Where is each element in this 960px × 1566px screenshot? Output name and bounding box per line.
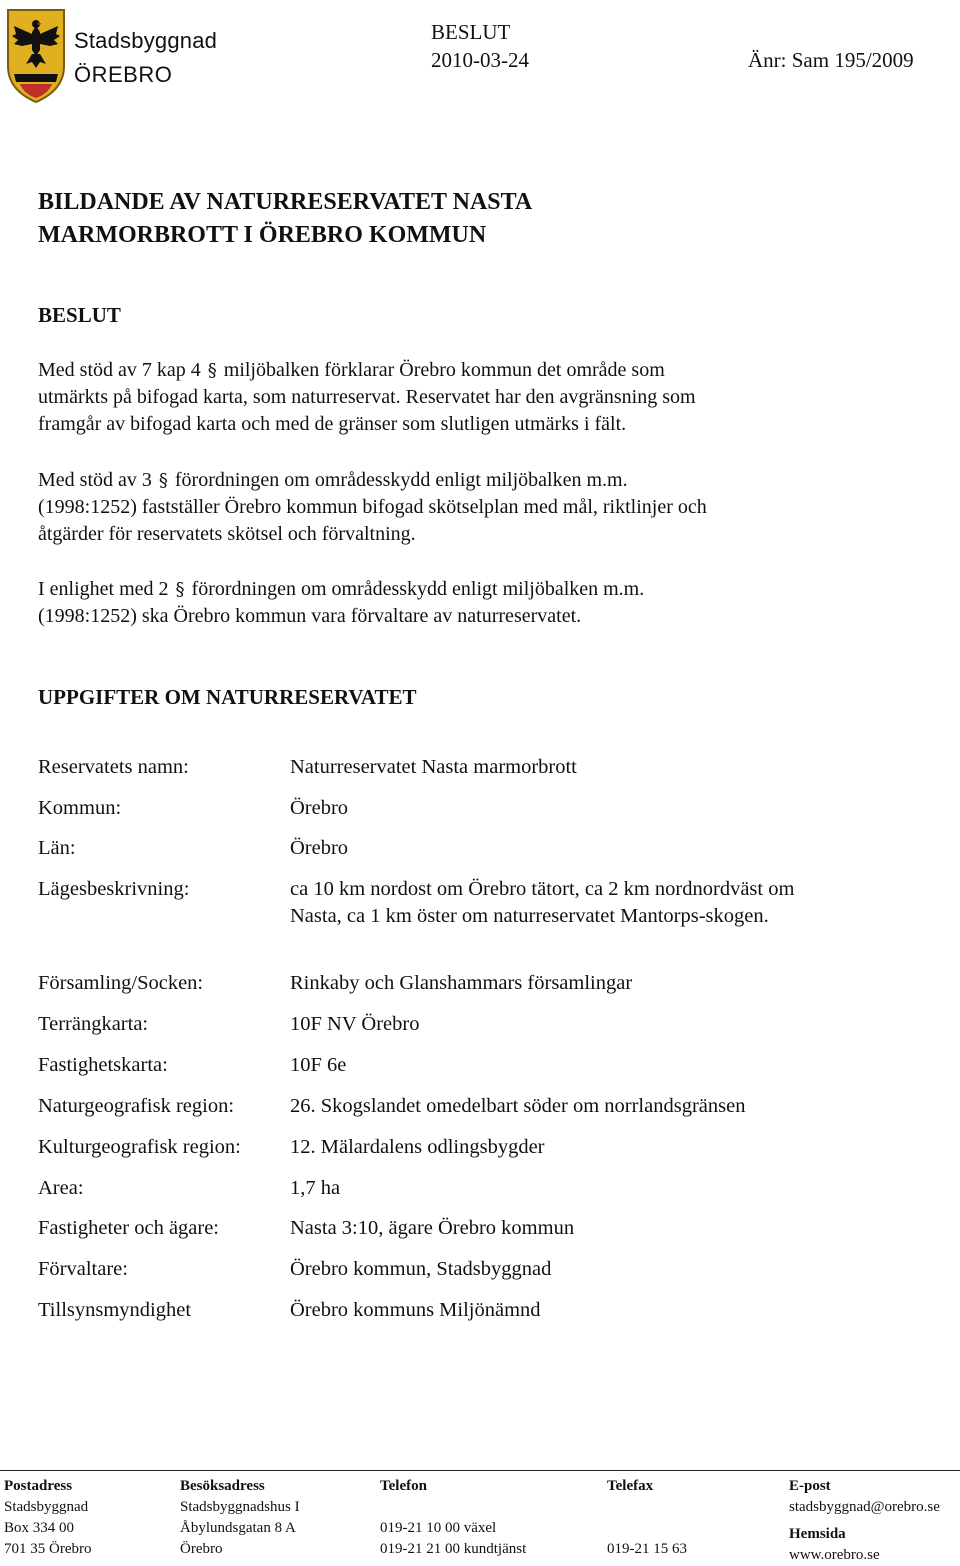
info-label: Förvaltare: <box>38 1258 128 1280</box>
section-symbol: § <box>158 470 168 491</box>
p1-line-3: framgår av bifogad karta och med de gränser som slutligen utmärks i fält. <box>38 413 627 435</box>
footer-heading: E-post <box>789 1478 831 1494</box>
footer-line: 019-21 21 00 kundtjänst <box>380 1541 527 1557</box>
footer-line: Stadsbyggnad <box>4 1499 89 1515</box>
footer-besoksadress <box>180 1476 300 1560</box>
info-label: Naturgeografisk region: <box>38 1095 235 1117</box>
title-line-2: MARMORBROTT I ÖREBRO KOMMUN <box>38 222 487 248</box>
logo-text-orebro: ÖREBRO <box>74 62 173 87</box>
p1-before: Med stöd av 7 kap 4 <box>38 359 201 381</box>
footer-divider <box>0 1470 960 1471</box>
info-label: Reservatets namn: <box>38 756 189 778</box>
section-symbol: § <box>175 579 185 600</box>
footer-telefax <box>607 1476 687 1560</box>
email-link[interactable]: stadsbyggnad@orebro.se <box>789 1499 940 1515</box>
p1-line-2: utmärkts på bifogad karta, som naturreservat. Reservatet har den avgränsning som <box>38 386 696 408</box>
coat-of-arms-icon <box>4 4 68 104</box>
info-value: 12. Mälardalens odlingsbygder <box>290 1136 545 1158</box>
footer-line: 701 35 Örebro <box>4 1541 92 1557</box>
footer-line: Örebro <box>180 1541 223 1557</box>
p2-line-3: åtgärder för reservatets skötsel och förvaltning. <box>38 523 416 545</box>
p2-line-2: (1998:1252) fastställer Örebro kommun bifogad skötselplan med mål, riktlinjer och <box>38 496 707 518</box>
p2-after: förordningen om områdesskydd enligt miljöbalken m.m. <box>174 469 628 491</box>
footer-heading: Besöksadress <box>180 1478 265 1494</box>
p2-before: Med stöd av 3 <box>38 469 152 491</box>
p1-after: miljöbalken förklarar Örebro kommun det område som <box>223 359 665 381</box>
info-value: 26. Skogslandet omedelbart söder om norrlandsgränsen <box>290 1095 746 1117</box>
info-value: Örebro <box>290 797 349 819</box>
footer-line: Åbylundsgatan 8 A <box>180 1520 296 1536</box>
title-line-1: BILDANDE AV NATURRESERVATET NASTA <box>38 189 533 215</box>
website-link[interactable]: www.orebro.se <box>789 1547 880 1563</box>
info-value: Örebro kommun, Stadsbyggnad <box>290 1258 552 1280</box>
p3-line-2: (1998:1252) ska Örebro kommun vara förvaltare av naturreservatet. <box>38 605 582 627</box>
uppgifter-heading: UPPGIFTER OM NATURRESERVATET <box>38 685 417 709</box>
info-label: Församling/Socken: <box>38 972 204 994</box>
beslut-heading: BESLUT <box>38 303 121 327</box>
page-title <box>38 186 738 252</box>
info-value: Nasta 3:10, ägare Örebro kommun <box>290 1217 575 1239</box>
footer-postadress <box>4 1476 91 1560</box>
footer-heading: Hemsida <box>789 1526 846 1542</box>
footer-epost <box>789 1476 940 1566</box>
info-value: 10F 6e <box>290 1054 347 1076</box>
footer-heading: Postadress <box>4 1478 73 1494</box>
p3-after: förordningen om områdesskydd enligt miljöbalken m.m. <box>191 578 645 600</box>
footer-heading: Telefax <box>607 1478 654 1494</box>
logo <box>4 4 244 104</box>
footer-line: Box 334 00 <box>4 1520 75 1536</box>
p3-before: I enlighet med 2 <box>38 578 169 600</box>
footer-telefon <box>380 1476 526 1560</box>
document-date: 2010-03-24 <box>431 48 529 72</box>
info-label: Fastigheter och ägare: <box>38 1217 220 1239</box>
document-type: BESLUT <box>431 20 511 44</box>
info-value: Rinkaby och Glanshammars församlingar <box>290 972 633 994</box>
info-label: Län: <box>38 837 76 859</box>
info-label: Terrängkarta: <box>38 1013 149 1035</box>
info-value: 10F NV Örebro <box>290 1013 420 1035</box>
info-label: Area: <box>38 1177 84 1199</box>
logo-text-stadsbyggnad: Stadsbyggnad <box>74 28 218 53</box>
info-label: Tillsynsmyndighet <box>38 1299 192 1321</box>
info-value: Örebro kommuns Miljönämnd <box>290 1299 541 1321</box>
reference-number: Änr: Sam 195/2009 <box>748 48 914 72</box>
footer-heading: Telefon <box>380 1478 427 1494</box>
info-value: Naturreservatet Nasta marmorbrott <box>290 756 577 778</box>
footer-line: 019-21 10 00 växel <box>380 1520 497 1536</box>
footer-line: Stadsbyggnadshus I <box>180 1499 300 1515</box>
info-value: Örebro <box>290 837 349 859</box>
beslut-paragraph-3 <box>38 576 918 630</box>
beslut-paragraph-2 <box>38 467 918 548</box>
info-label: Kommun: <box>38 797 122 819</box>
footer-line: 019-21 15 63 <box>607 1541 687 1557</box>
info-label: Lägesbeskrivning: <box>38 878 190 900</box>
info-value: ca 10 km nordost om Örebro tätort, ca 2 km nordnordväst om Nasta, ca 1 km öster om naturreservatet Mantorps-skogen. <box>290 878 795 927</box>
info-value: 1,7 ha <box>290 1177 341 1199</box>
info-label: Kulturgeografisk region: <box>38 1136 241 1158</box>
section-symbol: § <box>207 360 217 381</box>
beslut-paragraph-1 <box>38 357 918 438</box>
info-label: Fastighetskarta: <box>38 1054 168 1076</box>
